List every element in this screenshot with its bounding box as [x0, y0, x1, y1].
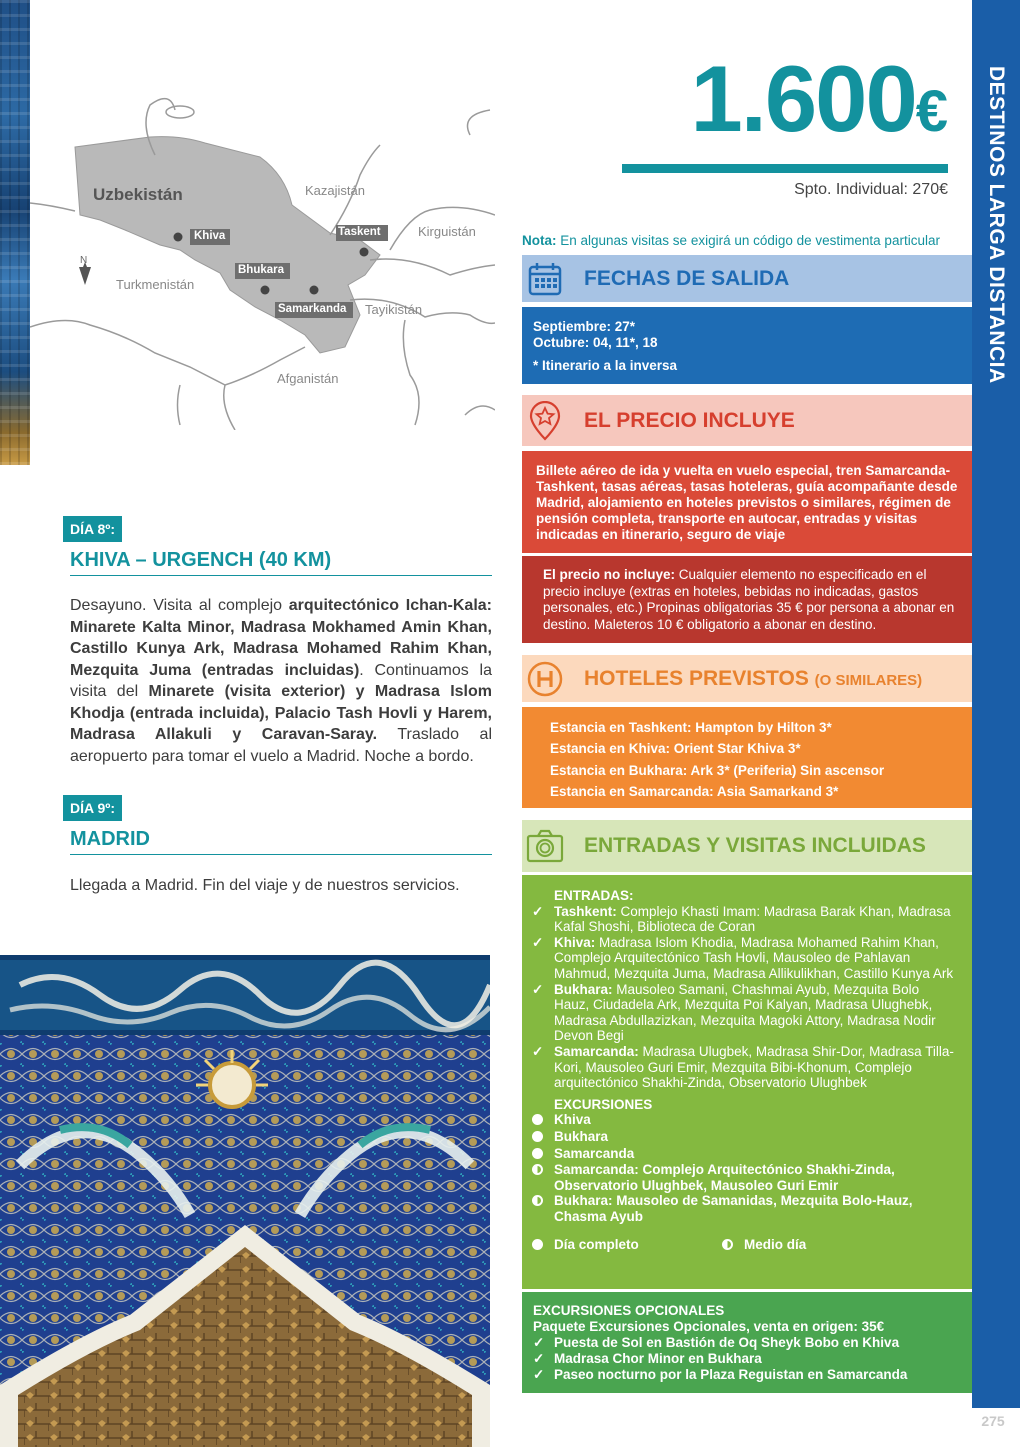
entrada-text: Mausoleo Samani, Chashmai Ayub, Mezquita Bolo Hauz, Ciudadela Ark, Mezquita Poi Kalyan, Madrasa Ulughebk, Madrasa Abdullazizkan, Mezquita Magoki Attory, Madrasa Nodir Devon Begi: [554, 981, 936, 1044]
full-day-icon: [532, 1131, 543, 1142]
hotel-icon: [522, 655, 568, 702]
fechas-line: Septiembre: 27*: [533, 319, 636, 334]
fechas-title: FECHAS DE SALIDA: [584, 266, 790, 290]
legend-full-day: Día completo: [554, 1237, 639, 1253]
excursion-text: Samarcanda: [554, 1145, 635, 1161]
entrada-text: Madrasa Ulugbek, Madrasa Shir-Dor, Madrasa Tilla-Kori, Mausoleo Guri Emir, Mezquita Bibi-Khonum, Complejo arquitectónico Shakhi-Zinda, Observatorio Ulughbek: [554, 1043, 954, 1091]
hoteles-header: [522, 655, 972, 702]
entrada-item: [532, 935, 958, 982]
excursion-item: [532, 1193, 958, 1224]
map-city-khiva: Khiva: [194, 230, 226, 242]
entradas-title: ENTRADAS Y VISITAS INCLUIDAS: [584, 834, 926, 857]
day-title: MADRID: [70, 828, 492, 855]
half-day-icon: [532, 1195, 543, 1206]
single-supplement: Spto. Individual: 270€: [794, 181, 948, 198]
day-title: KHIVA – URGENCH (40 KM): [70, 549, 492, 576]
day-description: [70, 595, 492, 767]
map-label-kazajistan: Kazajistán: [305, 183, 365, 198]
map-label-kirguistan: Kirguistán: [418, 224, 476, 239]
nota-text: En algunas visitas se exigirá un código de vestimenta particular: [556, 233, 940, 248]
camera-icon: [522, 820, 568, 872]
opcional-text: Puesta de Sol en Bastión de Oq Sheyk Bobo en Khiva: [554, 1335, 900, 1350]
excursiones-sublabel: EXCURSIONES: [554, 1096, 653, 1112]
day-text-segment: . Continuamos la visita del: [70, 661, 493, 700]
fechas-header: [522, 255, 972, 302]
map-city-taskent: Taskent: [338, 226, 381, 238]
dress-code-note: [522, 233, 972, 248]
opcional-item: [533, 1367, 960, 1383]
opcionales-title: EXCURSIONES OPCIONALES: [533, 1303, 725, 1318]
excursion-item: [532, 1146, 958, 1163]
excursion-item: [532, 1112, 958, 1129]
excursion-text: Bukhara: [554, 1128, 609, 1144]
excursion-text: Samarcanda: Complejo Arquitectónico Shakhi-Zinda, Observatorio Ulughbek, Mausoleo Guri Emir: [554, 1162, 895, 1193]
map-label-tayikistan: Tayikistán: [365, 302, 423, 317]
route-map: [30, 85, 495, 430]
map-city-samarkanda: Samarkanda: [278, 303, 347, 315]
full-day-icon: [532, 1239, 543, 1250]
half-day-icon: [722, 1239, 733, 1250]
day-text-segment: Desayuno. Visita al complejo: [70, 597, 289, 614]
mosque-photo-strip: [0, 0, 30, 465]
hotel-item: Estancia en Tashkent: Hampton by Hilton 3*: [550, 720, 832, 735]
entradas-header: [522, 820, 972, 872]
excursion-legend: [532, 1237, 958, 1254]
opcionales-subtitle: Paquete Excursiones Opcionales, venta en origen: 35€: [533, 1319, 885, 1334]
entrada-city: Samarcanda:: [554, 1043, 639, 1059]
map-label-turkmenistan: Turkmenistán: [116, 277, 195, 292]
check-icon: ✓: [533, 1335, 545, 1350]
entrada-item: [532, 1044, 958, 1091]
opcional-text: Madrasa Chor Minor en Bukhara: [554, 1351, 762, 1366]
opcional-item: [533, 1351, 960, 1367]
entrada-text: Madrasa Islom Khodia, Madrasa Mohamed Rahim Khan, Complejo Arquitectónico Tash Hovli, Mausoleo de Pahlavan Mahmud, Mezquita Juma, Madrasa Allikulikhan, Castillo Kunya Ark: [554, 934, 954, 981]
day-tag: DÍA 9º:: [63, 795, 122, 821]
map-country-label: Uzbekistán: [93, 185, 183, 204]
entrada-city: Khiva:: [554, 934, 596, 950]
hoteles-title-suffix: (O SIMILARES): [814, 671, 923, 689]
hotel-item: Estancia en Bukhara: Ark 3* (Periferia) Sin ascensor: [550, 762, 885, 778]
day-text-highlight: Minarete (visita exterior) y Madrasa Islom Khodja (entrada incluida), Palacio Tash Hovli y Harem, Madrasa Allakuli y Caravan-Saray.: [70, 683, 492, 743]
price-currency: €: [915, 79, 948, 144]
entradas-sublabel: ENTRADAS:: [554, 888, 634, 903]
day-text-segment: Traslado al aeropuerto para tomar el vuelo a Madrid. Noche a bordo.: [70, 726, 492, 765]
opcional-text: Paseo nocturno por la Plaza Reguistan en Samarcanda: [554, 1367, 908, 1382]
mosaic-arch-photo: [0, 955, 490, 1447]
fechas-body: [522, 307, 972, 384]
price: [620, 46, 948, 151]
nota-label: Nota:: [522, 233, 557, 248]
entrada-city: Bukhara:: [554, 981, 613, 997]
check-icon: ✓: [533, 1351, 545, 1366]
check-icon: ✓: [532, 903, 544, 919]
excursion-item: [532, 1129, 958, 1146]
hotel-item: Estancia en Khiva: Orient Star Khiva 3*: [550, 741, 801, 757]
entrada-text: Complejo Khasti Imam: Madrasa Barak Khan, Madrasa Kafal Shoshi, Biblioteca de Coran: [554, 903, 951, 935]
incluye-title: EL PRECIO INCLUYE: [584, 408, 795, 432]
excursion-item: [532, 1162, 958, 1193]
opcional-item: [533, 1335, 960, 1351]
full-day-icon: [532, 1148, 543, 1159]
entrada-city: Tashkent:: [554, 903, 617, 919]
section-vertical-title: DESTINOS LARGA DISTANCIA: [985, 66, 1008, 384]
no-incluye-body: [522, 556, 972, 643]
entrada-item: [532, 904, 958, 935]
excursion-text: Bukhara: Mausoleo de Samanidas, Mezquita Bolo-Hauz, Chasma Ayub: [554, 1193, 913, 1224]
incluye-body: Billete aéreo de ida y vuelta en vuelo especial, tren Samarcanda-Tashkent, tasas aéreas, tasas hoteleras, guía acompañante desde Madrid, alojamiento en hoteles previstos o similares, régimen de pensión completa, transporte en autocar, entradas y visitas indicadas en itinerario, seguro de viaje: [522, 451, 972, 553]
hoteles-title: [584, 667, 922, 691]
page-number: 275: [981, 1413, 1005, 1429]
fechas-line: Octubre: 04, 11*, 18: [533, 335, 658, 350]
map-label-afganistan: Afganistán: [277, 371, 339, 386]
map-city-bhukara: Bhukara: [238, 264, 285, 276]
calendar-icon: [522, 255, 568, 302]
entrada-item: [532, 982, 958, 1044]
opcionales-body: [522, 1292, 972, 1393]
no-incluye-text: Cualquier elemento no especificado en el precio incluye (extras en hoteles, bebidas no indicadas, gastos personales, etc.) Propinas obligatorias 35 € por persona a abonar en destino. Maleteros 10 € obligatorio a abonar en destino.: [543, 567, 955, 632]
price-amount: 1.600: [690, 46, 916, 151]
check-icon: ✓: [532, 1043, 544, 1059]
hoteles-title-main: HOTELES PREVISTOS: [584, 666, 809, 690]
day-text-highlight: arquitectónico Ichan-Kala: Minarete Kalta Minor, Madrasa Mokhamed Amin Khan, Castillo Kunya Ark, Madrasa Mohamed Rahim Khan, Mezquita Juma (entradas incluidas): [70, 597, 492, 679]
map-north-label: N: [80, 255, 88, 266]
full-day-icon: [532, 1114, 543, 1125]
check-icon: ✓: [533, 1367, 545, 1382]
no-incluye-label: El precio no incluye:: [543, 567, 676, 582]
fechas-note: * Itinerario a la inversa: [533, 358, 678, 373]
day-tag: DÍA 8º:: [63, 516, 122, 542]
incluye-header: [522, 395, 972, 446]
check-icon: ✓: [532, 934, 544, 950]
hoteles-body: [522, 707, 972, 808]
entradas-body: [522, 875, 972, 1289]
star-badge-icon: [522, 395, 568, 446]
price-underline: [622, 164, 948, 173]
legend-half-day: Medio día: [744, 1237, 807, 1253]
hotel-item: Estancia en Samarcanda: Asia Samarkand 3*: [550, 783, 839, 799]
day-description: Llegada a Madrid. Fin del viaje y de nuestros servicios.: [70, 877, 460, 894]
excursion-text: Khiva: [554, 1112, 591, 1128]
half-day-icon: [532, 1164, 543, 1175]
check-icon: ✓: [532, 981, 544, 997]
